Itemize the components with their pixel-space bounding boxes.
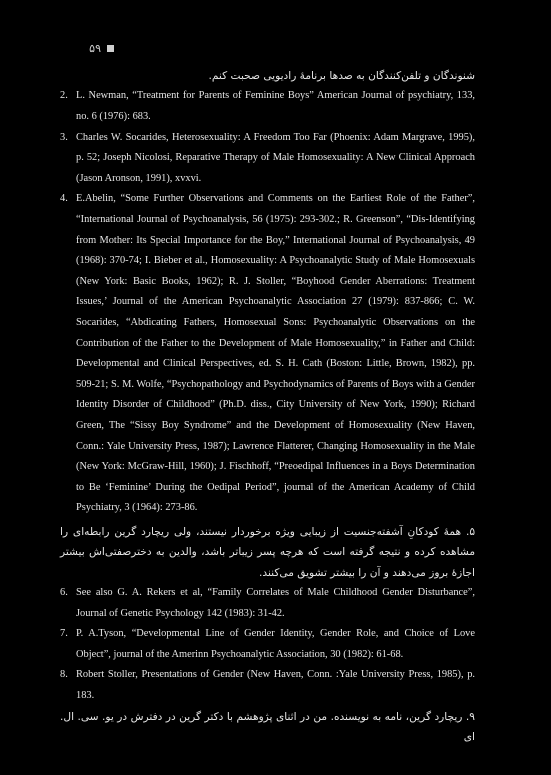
intro-line: شنوندگان و تلفن‌کنندگان به صدها برنامهٔ رادیویی صحبت کنم. (208, 70, 475, 82)
page-header (89, 42, 114, 55)
note-text: See also G. A. Rekers et al, “Family Correlates of Male Childhood Gender Disturbance”, Journal of Genetic Psychology 142 (1983): 31-42. (76, 587, 475, 619)
note-8 (60, 665, 475, 706)
note-2 (60, 86, 475, 127)
note-text: L. Newman, “Treatment for Parents of Feminine Boys” American Journal of psychiatry, 133, no. 6 (1976): 683. (76, 90, 475, 122)
note-9 (60, 707, 475, 748)
note-number: 6. (60, 587, 68, 599)
note-number: 4. (60, 193, 68, 205)
footnotes-body (60, 66, 475, 747)
note-number: 8. (60, 669, 68, 681)
note-text: P. A.Tyson, “Developmental Line of Gender Identity, Gender Role, and Choice of Love Object”, journal of the Amerinn Psychoanalytic Association, 30 (1982): 61-68. (76, 628, 475, 660)
header-square-mark (107, 45, 114, 52)
note-number: 3. (60, 131, 68, 143)
note-number: ۵. (465, 525, 476, 538)
note-4 (60, 189, 475, 519)
note-number: ۹. (465, 710, 475, 723)
note-text: E.Abelin, “Some Further Observations and Comments on the Earliest Role of the Father”, “International Journal of Psychoanalysis, 56 (1975): 293-302.; R. Greenson”, “Dis-Identifying from Mother: Its Special Importance for the Boy,” International Journal of Psychoanalysis, 49 (1968): 370-74; I. Bieber et al., Homosexuality: A Psychoanalytic Study of Male Homosexuals (New York: Basic Books, 1962); R. J. Stoller, “Boyhood Gender Aberrations: Treatment Issues,’ Journal of the American Psychoanalytic Association 27 (1979): 837-866; C. W. Socarides, “Abdicating Fathers, Homosexual Sons: Psychoanalytic Observations on the Contribution of the Father to the Development of Male Homosexuality,” in Father and Child: Developmental and Clinical Perspectives, ed. S. H. Cath (Boston: Little, Brown, 1982), pp. 509-21; S. M. Wolfe, “Psychopathology and Psychodynamics of Parents of Boys with a Gender Identity Disorder of Childhood” (Ph.D. diss., City University of New York, 1990); Richard Green, The “Sissy Boy Syndrome” and the Development of Homosexuality (New Haven, Conn.: Yale University Press, 1987); Lawrence Flatterer, Changing Homosexuality in the Male (New York: McGraw-Hill, 1960); J. Fischhoff, “Preoedipal Influences in a Boys Determination to Be ‘Feminine’ During the Oedipal Period”, journal of the American Academy of Child Psychiatry, 3 (1964): 273-86. (76, 193, 475, 514)
note-number: 2. (60, 90, 68, 102)
note-text: همهٔ کودکانِ آشفته‌جنسیت از زیبایی ویژه برخوردار نیستند، ولی ریچارد گرین رابطه‌ای را مشاهده کرده و نتیجه گرفته است که هرچه پسر زیباتر باشد، والدین به دخترصفتی‌اش بیشتر اجازهٔ بروز می‌دهند و آن را بیشتر تشویق می‌کنند. (60, 525, 475, 579)
note-7 (60, 624, 475, 665)
note-5 (60, 522, 475, 583)
note-number: 7. (60, 628, 68, 640)
note-3 (60, 128, 475, 190)
note-text: ریچارد گرین، نامه به نویسنده. من در اثنای پژوهشم با دکتر گرین در دفترش در یو. سی. ال. ای (60, 710, 475, 744)
page-number: ۵۹ (89, 43, 101, 55)
note-text: Charles W. Socarides, Heterosexuality: A Freedom Too Far (Phoenix: Adam Margrave, 1995), p. 52; Joseph Nicolosi, Reparative Therapy of Male Homosexuality: A New Clinical Approach (Jason Aronson, 1991), xvxvi. (76, 131, 475, 184)
note-text: Robert Stoller, Presentations of Gender (New Haven, Conn. :Yale University Press, 1985), p. 183. (76, 669, 475, 702)
note-6 (60, 583, 475, 624)
